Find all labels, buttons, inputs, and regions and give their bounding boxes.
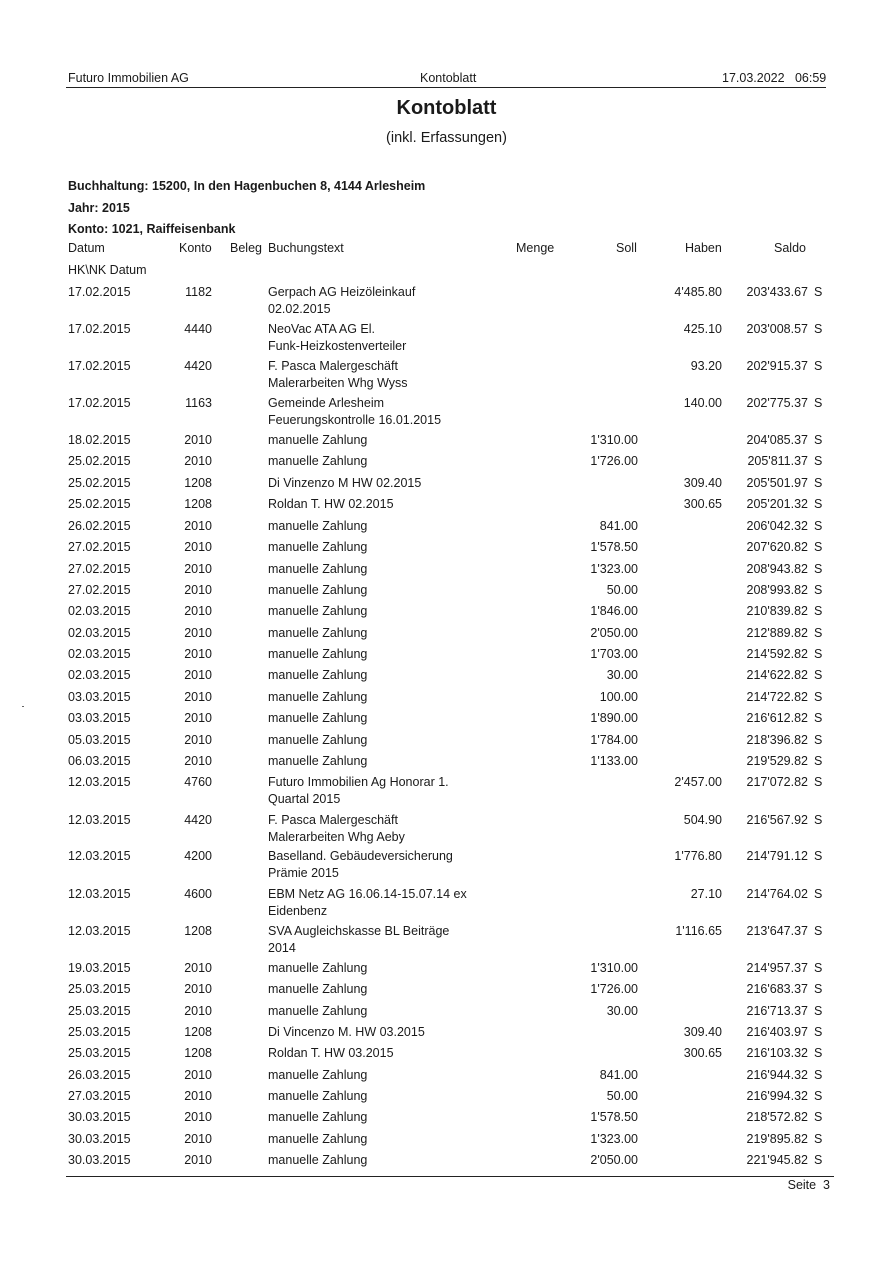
row-saldo: 214'791.12 (746, 849, 808, 863)
row-saldo: 205'201.32 (746, 497, 808, 511)
col-header-menge: Menge (516, 241, 555, 255)
row-text: F. Pasca Malergeschäft (268, 813, 398, 827)
row-date: 27.02.2015 (68, 562, 131, 576)
row-date: 25.02.2015 (68, 476, 131, 490)
row-saldo: 216'403.97 (746, 1025, 808, 1039)
row-soll-haben-flag: S (814, 433, 823, 447)
row-konto: 1208 (184, 1025, 212, 1039)
row-text: Roldan T. HW 02.2015 (268, 497, 394, 511)
row-konto: 2010 (184, 1089, 212, 1103)
row-soll-haben-flag: S (814, 733, 823, 747)
row-konto: 1208 (184, 476, 212, 490)
row-date: 26.03.2015 (68, 1068, 131, 1082)
col-header-buchungstext: Buchungstext (268, 241, 344, 255)
row-soll: 1'846.00 (590, 604, 638, 618)
row-text: manuelle Zahlung (268, 982, 368, 996)
row-konto: 2010 (184, 519, 212, 533)
row-konto: 1208 (184, 924, 212, 938)
row-saldo: 218'396.82 (746, 733, 808, 747)
row-text: EBM Netz AG 16.06.14-15.07.14 ex (268, 887, 467, 901)
row-soll-haben-flag: S (814, 396, 823, 410)
row-konto: 2010 (184, 583, 212, 597)
row-date: 25.03.2015 (68, 982, 131, 996)
company-name: Futuro Immobilien AG (68, 71, 189, 85)
col-header-saldo: Saldo (774, 241, 806, 255)
row-text: manuelle Zahlung (268, 1110, 368, 1124)
row-text: manuelle Zahlung (268, 626, 368, 640)
row-soll-haben-flag: S (814, 322, 823, 336)
row-text-continuation: 2014 (268, 941, 296, 955)
row-konto: 2010 (184, 1068, 212, 1082)
row-text-continuation: Feuerungskontrolle 16.01.2015 (268, 413, 442, 427)
row-soll-haben-flag: S (814, 476, 823, 490)
row-soll-haben-flag: S (814, 497, 823, 511)
row-konto: 1163 (185, 396, 212, 410)
row-soll-haben-flag: S (814, 1046, 823, 1060)
row-soll-haben-flag: S (814, 454, 823, 468)
row-konto: 4440 (184, 322, 212, 336)
col-header-beleg: Beleg (230, 241, 262, 255)
row-date: 06.03.2015 (68, 754, 131, 768)
row-date: 03.03.2015 (68, 690, 131, 704)
page-number: Seite 3 (787, 1178, 830, 1192)
row-konto: 2010 (184, 540, 212, 554)
row-soll-haben-flag: S (814, 961, 823, 975)
row-saldo: 210'839.82 (746, 604, 808, 618)
row-text: manuelle Zahlung (268, 604, 368, 618)
row-soll-haben-flag: S (814, 1110, 823, 1124)
row-date: 17.02.2015 (68, 396, 131, 410)
row-soll-haben-flag: S (814, 562, 823, 576)
row-soll-haben-flag: S (814, 668, 823, 682)
row-haben: 309.40 (683, 476, 722, 490)
row-konto: 2010 (184, 711, 212, 725)
row-saldo: 216'612.82 (746, 711, 808, 725)
row-saldo: 202'915.37 (746, 359, 808, 373)
row-text: manuelle Zahlung (268, 433, 368, 447)
row-text-continuation: Prämie 2015 (268, 866, 339, 880)
row-saldo: 214'592.82 (746, 647, 808, 661)
row-soll: 1'578.50 (590, 540, 638, 554)
row-haben: 93.20 (690, 359, 722, 373)
row-soll: 841.00 (599, 1068, 638, 1082)
row-text-continuation: Malerarbeiten Whg Wyss (268, 376, 408, 390)
row-text: manuelle Zahlung (268, 647, 368, 661)
row-soll-haben-flag: S (814, 813, 823, 827)
row-soll-haben-flag: S (814, 982, 823, 996)
row-soll: 1'890.00 (590, 711, 638, 725)
row-text: Gemeinde Arlesheim (268, 396, 385, 410)
row-soll-haben-flag: S (814, 285, 823, 299)
row-saldo: 214'622.82 (746, 668, 808, 682)
row-saldo: 205'811.37 (747, 454, 808, 468)
row-soll: 100.00 (599, 690, 638, 704)
row-haben: 300.65 (683, 497, 722, 511)
row-date: 17.02.2015 (68, 322, 131, 336)
row-text: manuelle Zahlung (268, 733, 368, 747)
row-soll: 1'323.00 (590, 1132, 638, 1146)
row-date: 17.02.2015 (68, 359, 131, 373)
row-text: manuelle Zahlung (268, 540, 368, 554)
row-saldo: 217'072.82 (746, 775, 808, 789)
row-date: 12.03.2015 (68, 849, 131, 863)
row-konto: 2010 (184, 690, 212, 704)
row-saldo: 204'085.37 (746, 433, 808, 447)
page-title: Kontoblatt (396, 97, 497, 119)
row-saldo: 216'944.32 (746, 1068, 808, 1082)
row-soll-haben-flag: S (814, 711, 823, 725)
scan-speck (22, 706, 24, 707)
row-soll: 1'726.00 (590, 982, 638, 996)
row-saldo: 203'433.67 (746, 285, 808, 299)
row-saldo: 216'683.37 (746, 982, 808, 996)
row-text: manuelle Zahlung (268, 668, 368, 682)
row-haben: 1'776.80 (674, 849, 722, 863)
row-saldo: 219'529.82 (746, 754, 808, 768)
row-text: manuelle Zahlung (268, 583, 368, 597)
row-saldo: 207'620.82 (746, 540, 808, 554)
row-date: 17.02.2015 (68, 285, 131, 299)
row-soll: 1'578.50 (590, 1110, 638, 1124)
row-saldo: 216'567.92 (746, 813, 808, 827)
row-text: F. Pasca Malergeschäft (268, 359, 398, 373)
row-haben: 140.00 (683, 396, 722, 410)
row-text-continuation: Eidenbenz (268, 904, 328, 918)
col-header-konto: Konto (179, 241, 212, 255)
row-konto: 4420 (184, 359, 212, 373)
row-saldo: 208'993.82 (746, 583, 808, 597)
row-konto: 2010 (184, 668, 212, 682)
row-date: 12.03.2015 (68, 924, 131, 938)
row-konto: 4600 (184, 887, 212, 901)
row-saldo: 203'008.57 (746, 322, 808, 336)
row-soll: 30.00 (606, 668, 638, 682)
row-soll-haben-flag: S (814, 1068, 823, 1082)
row-soll-haben-flag: S (814, 690, 823, 704)
row-date: 26.02.2015 (68, 519, 131, 533)
row-saldo: 221'945.82 (746, 1153, 808, 1167)
header-rule (66, 87, 826, 88)
row-konto: 1208 (184, 497, 212, 511)
row-konto: 4760 (184, 775, 212, 789)
row-saldo: 219'895.82 (746, 1132, 808, 1146)
row-konto: 2010 (184, 647, 212, 661)
row-date: 02.03.2015 (68, 668, 131, 682)
header-doc-name: Kontoblatt (420, 71, 477, 85)
row-konto: 2010 (184, 454, 212, 468)
row-saldo: 214'764.02 (746, 887, 808, 901)
row-date: 25.02.2015 (68, 454, 131, 468)
col-header-hknk-datum: HK\NK Datum (68, 263, 147, 277)
row-saldo: 206'042.32 (746, 519, 808, 533)
row-soll-haben-flag: S (814, 540, 823, 554)
row-date: 30.03.2015 (68, 1132, 131, 1146)
row-soll-haben-flag: S (814, 1004, 823, 1018)
row-saldo: 208'943.82 (746, 562, 808, 576)
row-text: NeoVac ATA AG El. (268, 322, 375, 336)
row-konto: 2010 (184, 754, 212, 768)
row-soll-haben-flag: S (814, 647, 823, 661)
row-haben: 309.40 (683, 1025, 722, 1039)
row-text: manuelle Zahlung (268, 1068, 368, 1082)
row-text-continuation: Funk-Heizkostenverteiler (268, 339, 407, 353)
row-soll-haben-flag: S (814, 887, 823, 901)
row-date: 25.03.2015 (68, 1004, 131, 1018)
row-konto: 2010 (184, 1004, 212, 1018)
row-konto: 4200 (184, 849, 212, 863)
col-header-soll: Soll (616, 241, 637, 255)
row-date: 02.03.2015 (68, 626, 131, 640)
row-saldo: 213'647.37 (746, 924, 808, 938)
row-soll-haben-flag: S (814, 1025, 823, 1039)
row-konto: 1208 (184, 1046, 212, 1060)
row-saldo: 214'722.82 (746, 690, 808, 704)
row-date: 27.03.2015 (68, 1089, 131, 1103)
row-saldo: 214'957.37 (746, 961, 808, 975)
row-soll-haben-flag: S (814, 583, 823, 597)
row-date: 25.02.2015 (68, 497, 131, 511)
row-soll: 1'133.00 (590, 754, 638, 768)
row-soll: 841.00 (599, 519, 638, 533)
row-haben: 2'457.00 (674, 775, 722, 789)
row-text-continuation: Malerarbeiten Whg Aeby (268, 830, 405, 844)
row-soll-haben-flag: S (814, 775, 823, 789)
row-text: Futuro Immobilien Ag Honorar 1. (268, 775, 449, 789)
row-konto: 4420 (184, 813, 212, 827)
row-soll: 1'310.00 (590, 433, 638, 447)
row-date: 27.02.2015 (68, 540, 131, 554)
col-header-datum: Datum (68, 241, 105, 255)
row-text: manuelle Zahlung (268, 562, 368, 576)
row-date: 12.03.2015 (68, 813, 131, 827)
row-haben: 4'485.80 (674, 285, 722, 299)
row-soll-haben-flag: S (814, 604, 823, 618)
row-text: SVA Augleichskasse BL Beiträge (268, 924, 450, 938)
row-saldo: 205'501.97 (746, 476, 808, 490)
row-konto: 2010 (184, 1153, 212, 1167)
row-soll-haben-flag: S (814, 924, 823, 938)
row-text: manuelle Zahlung (268, 1153, 368, 1167)
row-saldo: 216'103.32 (746, 1046, 808, 1060)
row-konto: 2010 (184, 562, 212, 576)
row-haben: 1'116.65 (675, 924, 722, 938)
row-konto: 2010 (184, 604, 212, 618)
row-date: 12.03.2015 (68, 775, 131, 789)
row-date: 05.03.2015 (68, 733, 131, 747)
row-text: manuelle Zahlung (268, 690, 368, 704)
row-soll: 30.00 (606, 1004, 638, 1018)
row-soll: 1'726.00 (590, 454, 638, 468)
row-saldo: 216'994.32 (746, 1089, 808, 1103)
row-soll-haben-flag: S (814, 359, 823, 373)
row-soll: 2'050.00 (590, 1153, 638, 1167)
row-soll: 50.00 (606, 583, 638, 597)
row-soll-haben-flag: S (814, 754, 823, 768)
row-date: 30.03.2015 (68, 1153, 131, 1167)
row-soll: 1'703.00 (590, 647, 638, 661)
row-date: 02.03.2015 (68, 604, 131, 618)
row-text: Di Vinzenzo M HW 02.2015 (268, 476, 422, 490)
row-saldo: 212'889.82 (746, 626, 808, 640)
row-haben: 425.10 (683, 322, 722, 336)
row-saldo: 218'572.82 (746, 1110, 808, 1124)
row-konto: 2010 (184, 433, 212, 447)
row-konto: 2010 (184, 626, 212, 640)
row-soll: 50.00 (606, 1089, 638, 1103)
row-soll: 1'784.00 (590, 733, 638, 747)
row-soll: 2'050.00 (590, 626, 638, 640)
row-text: manuelle Zahlung (268, 1004, 368, 1018)
row-text: Roldan T. HW 03.2015 (268, 1046, 394, 1060)
row-soll-haben-flag: S (814, 626, 823, 640)
row-date: 27.02.2015 (68, 583, 131, 597)
row-date: 02.03.2015 (68, 647, 131, 661)
row-date: 12.03.2015 (68, 887, 131, 901)
row-soll-haben-flag: S (814, 1132, 823, 1146)
row-date: 03.03.2015 (68, 711, 131, 725)
row-text: manuelle Zahlung (268, 1132, 368, 1146)
col-header-haben: Haben (685, 241, 722, 255)
row-text-continuation: 02.02.2015 (268, 302, 331, 316)
meta-konto: Konto: 1021, Raiffeisenbank (68, 222, 236, 236)
row-konto: 2010 (184, 961, 212, 975)
row-saldo: 216'713.37 (746, 1004, 808, 1018)
row-soll-haben-flag: S (814, 1153, 823, 1167)
row-haben: 27.10 (690, 887, 722, 901)
row-date: 19.03.2015 (68, 961, 131, 975)
row-text: manuelle Zahlung (268, 454, 368, 468)
row-haben: 504.90 (683, 813, 722, 827)
row-haben: 300.65 (683, 1046, 722, 1060)
row-konto: 2010 (184, 1132, 212, 1146)
row-soll-haben-flag: S (814, 1089, 823, 1103)
row-date: 18.02.2015 (68, 433, 131, 447)
row-konto: 2010 (184, 982, 212, 996)
row-soll-haben-flag: S (814, 519, 823, 533)
row-konto: 2010 (184, 1110, 212, 1124)
row-text: Di Vincenzo M. HW 03.2015 (268, 1025, 425, 1039)
row-date: 30.03.2015 (68, 1110, 131, 1124)
row-konto: 2010 (184, 733, 212, 747)
page-subtitle: (inkl. Erfassungen) (386, 130, 507, 146)
row-text: manuelle Zahlung (268, 519, 368, 533)
row-text: manuelle Zahlung (268, 961, 368, 975)
row-text-continuation: Quartal 2015 (268, 792, 341, 806)
row-konto: 1182 (185, 285, 212, 299)
row-date: 25.03.2015 (68, 1025, 131, 1039)
row-text: Gerpach AG Heizöleinkauf (268, 285, 416, 299)
meta-buchhaltung: Buchhaltung: 15200, In den Hagenbuchen 8, 4144 Arlesheim (68, 179, 426, 193)
row-text: manuelle Zahlung (268, 711, 368, 725)
row-text: manuelle Zahlung (268, 754, 368, 768)
meta-jahr: Jahr: 2015 (68, 201, 130, 215)
row-text: Baselland. Gebäudeversicherung (268, 849, 453, 863)
row-soll: 1'310.00 (590, 961, 638, 975)
row-saldo: 202'775.37 (746, 396, 808, 410)
row-soll-haben-flag: S (814, 849, 823, 863)
row-soll: 1'323.00 (590, 562, 638, 576)
row-text: manuelle Zahlung (268, 1089, 368, 1103)
footer-rule (66, 1176, 834, 1177)
print-datetime: 17.03.2022 06:59 (722, 71, 827, 85)
row-date: 25.03.2015 (68, 1046, 131, 1060)
